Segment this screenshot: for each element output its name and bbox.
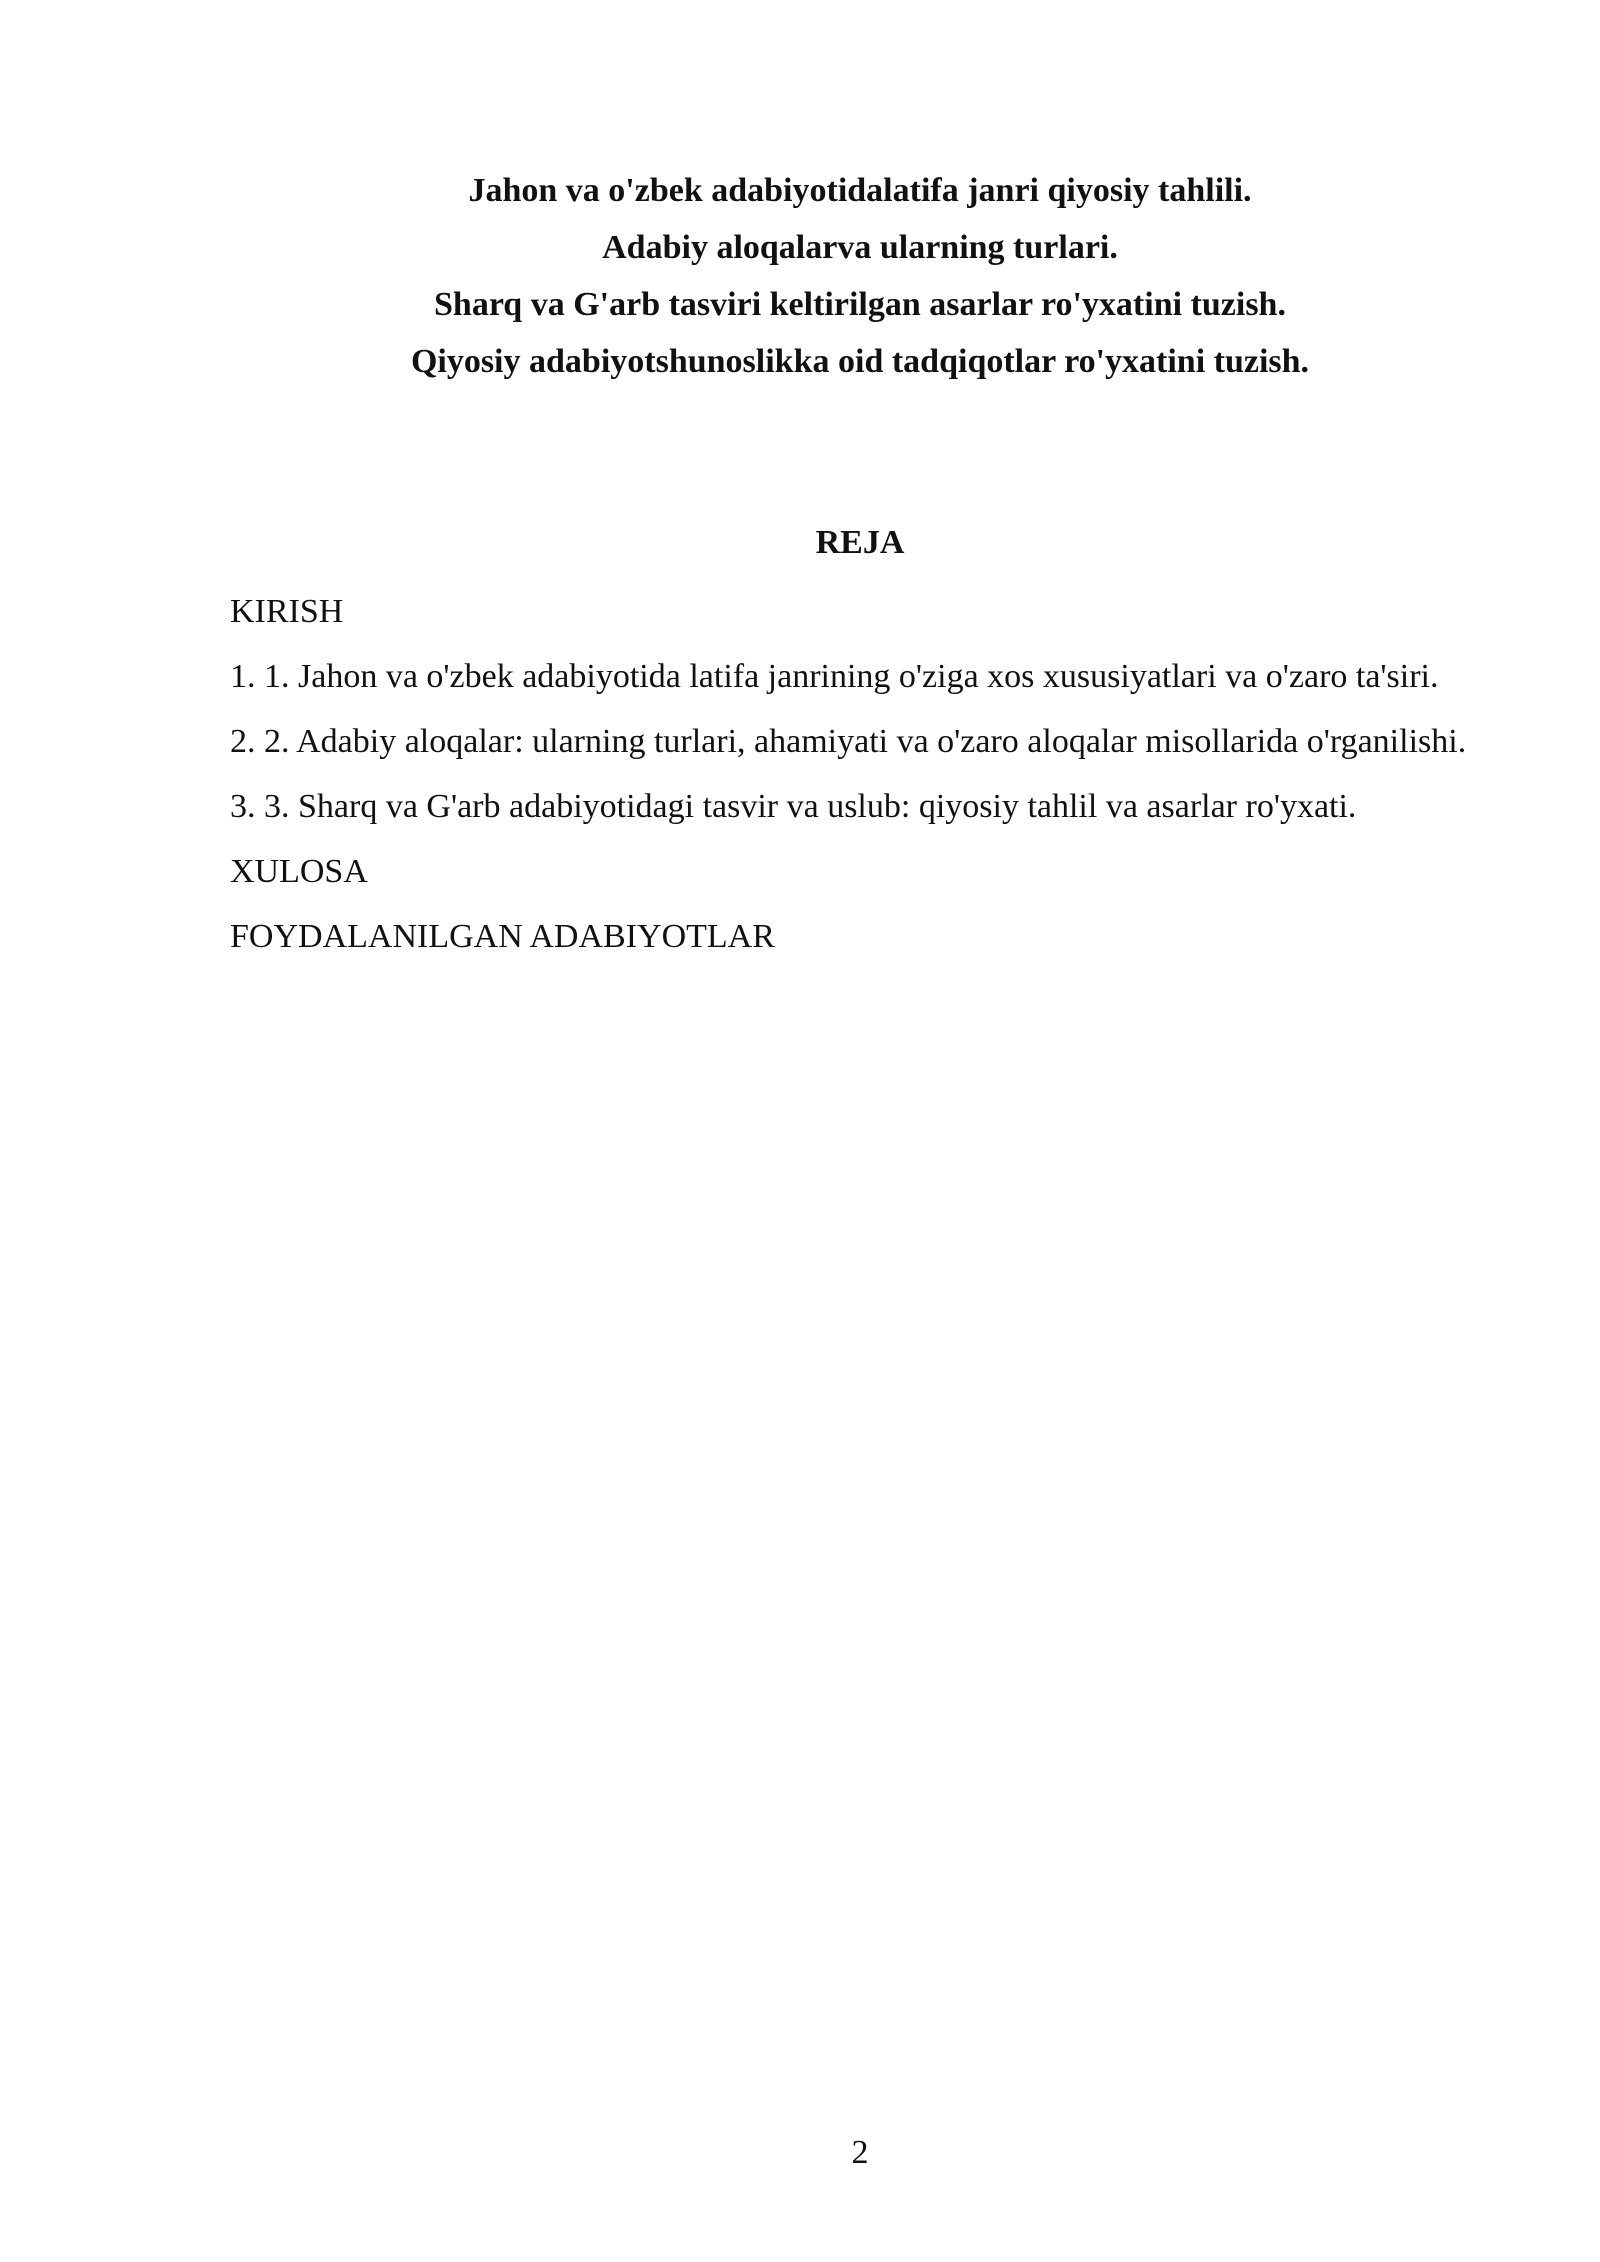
plan-item-3: 3. 3. Sharq va G'arb adabiyotidagi tasvir va uslub: qiyosiy tahlil va asarlar ro'yxati. <box>230 788 1357 825</box>
plan-item-introduction: KIRISH <box>230 593 344 630</box>
title-line-2: Adabiy aloqalarva ularning turlari. <box>602 229 1118 266</box>
title-line-4: Qiyosiy adabiyotshunoslikka oid tadqiqotlar ro'yxatini tuzish. <box>410 343 1310 380</box>
plan-item-1: 1. 1. Jahon va o'zbek adabiyotida latifa janrining o'ziga xos xususiyatlari va o'zaro ta'siri. <box>230 658 1439 695</box>
plan-item-references: FOYDALANILGAN ADABIYOTLAR <box>230 918 775 955</box>
plan-item-2: 2. 2. Adabiy aloqalar: ularning turlari, ahamiyati va o'zaro aloqalar misollarida o'rganilishi. <box>230 723 1467 760</box>
document-title <box>200 162 1520 390</box>
plan-heading: REJA <box>815 524 905 561</box>
title-line-1: Jahon va o'zbek adabiyotidalatifa janri qiyosiy tahlili. <box>468 172 1252 209</box>
title-line-3: Sharq va G'arb tasviri keltirilgan asarlar ro'yxatini tuzish. <box>434 286 1286 323</box>
plan-list <box>230 583 1510 973</box>
plan-item-conclusion: XULOSA <box>230 853 368 890</box>
page-number: 2 <box>851 2134 869 2171</box>
